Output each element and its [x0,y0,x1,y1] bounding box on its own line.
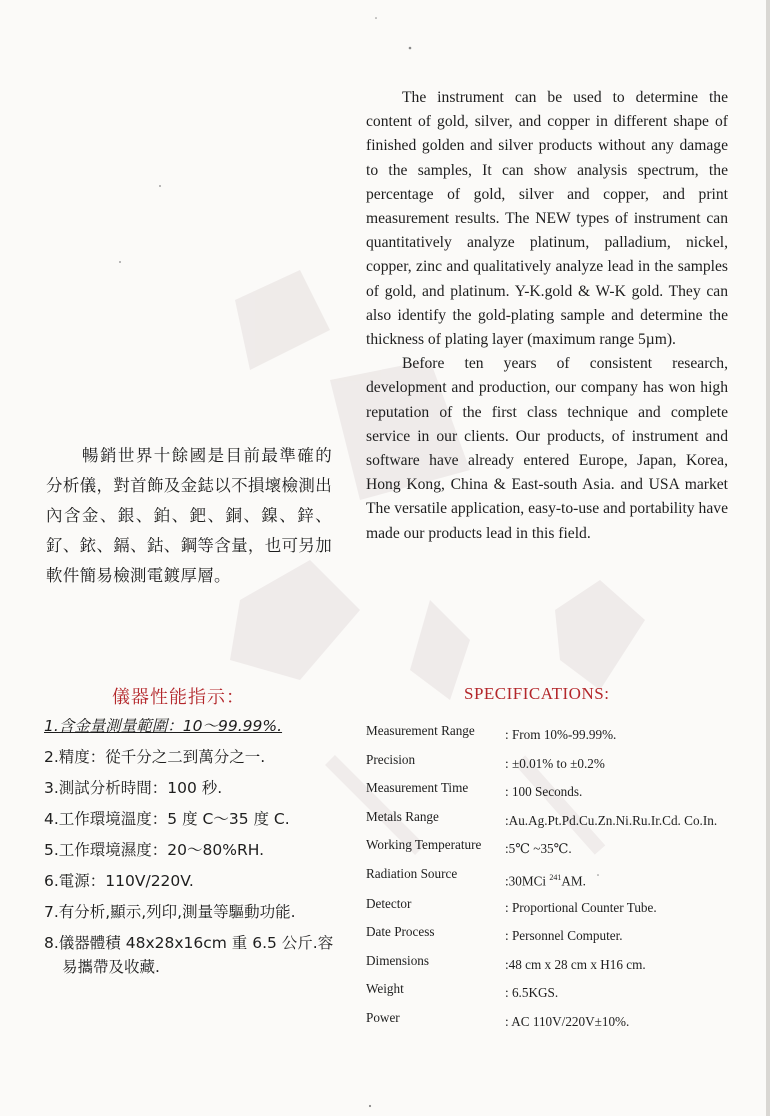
english-intro [366,86,728,546]
spec-row-dimensions [366,950,738,979]
english-intro-paragraph-1: The instrument can be used to determine the content of gold, silver, and copper in different shape of finished golden and silver products without any damage to the samples, It can show analysis spectrum, the percentage of gold, silver and copper, and print measurement results. The NEW types of instrument can quantitatively analyze platinum, palladium, nickel, copper, zinc and qualitatively analyze lead in the samples of gold, and platinum. Y-K.gold & W-K gold. They can also identify the gold-plating sample and determine the thickness of plating layer (maximum range 5µm). [366,89,728,349]
spec-row-measurement-time [366,777,738,806]
spec-row-precision [366,749,738,778]
spec-value: :Au.Ag.Pt.Pd.Cu.Zn.Ni.Ru.Ir.Cd. Co.In. [505,812,718,828]
spec-value [505,863,738,893]
spec-value: :5℃ ~35℃. [505,841,572,856]
spec-label: Precision [366,751,416,767]
spec-value-superscript: 241 [549,872,562,882]
chinese-specs-list [44,714,340,986]
spec-label: Metals Range [366,808,439,824]
spec-value: : Proportional Counter Tube. [505,899,657,915]
spec-label: Weight [366,981,404,997]
spec-value: : AC 110V/220V±10%. [505,1013,630,1029]
chinese-spec-item: 3.測試分析時間：100 秒. [44,779,223,797]
spec-value: : 100 Seconds. [505,784,583,799]
chinese-spec-item: 5.工作環境濕度：20～80%RH. [44,841,265,859]
spec-label: Dimensions [366,952,430,968]
spec-row-detector [366,893,738,922]
spec-label: Detector [366,895,412,911]
spec-value: : ±0.01% to ±0.2% [505,755,605,771]
spec-value-prefix: :30MCi [505,872,550,888]
spec-row-date-process [366,921,738,950]
spec-value: :48 cm x 28 cm x H16 cm. [505,956,646,972]
spec-label: Power [366,1009,400,1025]
chinese-intro [46,441,332,591]
chinese-spec-item: 2.精度：從千分之二到萬分之一. [44,748,266,766]
spec-label: Working Temperature [366,837,482,852]
english-intro-paragraph-2: Before ten years of consistent research, development and production, our company has won high reputation of the first class technique and complete service in our clients. Our products, of instrument and software have already entered Europe, Japan, Korea, Hong Kong, China & East-south Asia. and USA market The versatile application, easy-to-use and portability have made our products lead in this field. [366,355,728,542]
spec-row-power [366,1007,738,1036]
chinese-spec-item: 4.工作環境溫度：5 度 C～35 度 C. [44,810,290,828]
spec-value: : 6.5KGS. [505,985,559,1001]
specifications-table [366,720,738,1035]
spec-row-radiation-source [366,863,738,893]
spec-value: : Personnel Computer. [505,928,623,944]
chinese-spec-item: 6.電源：110V/220V. [44,872,194,890]
chinese-spec-item: 1.含金量測量範圍：10～99.99%. [44,717,283,735]
spec-value-suffix: AM. [561,872,586,888]
spec-value: : From 10%-99.99%. [505,727,617,742]
spec-row-measurement-range [366,720,738,749]
spec-label: Date Process [366,924,435,940]
spec-label: Measurement Range [366,723,475,738]
chinese-spec-item: 8.儀器體積 48x28x16cm 重 6.5 公斤.容易攜帶及收藏. [44,934,334,976]
specifications-heading: SPECIFICATIONS: [464,684,610,703]
chinese-intro-paragraph: 暢銷世界十餘國是目前最準確的分析儀，對首飾及金鋕以不損壞檢測出內含金、銀、鉑、鈀、銅、鎳、鋅、釕、銥、鎘、鈷、鋼等含量，也可另加軟件簡易檢測電鍍厚層。 [46,446,332,585]
spec-label: Measurement Time [366,780,469,795]
spec-row-metals-range [366,806,738,835]
spec-row-working-temperature [366,834,738,863]
chinese-spec-item: 7.有分析,顯示,列印,測量等驅動功能. [44,903,296,921]
spec-label: Radiation Source [366,865,458,881]
chinese-specs-heading: 儀器性能指示： [112,687,245,708]
spec-row-weight [366,978,738,1007]
page-edge-shadow [766,0,770,1116]
